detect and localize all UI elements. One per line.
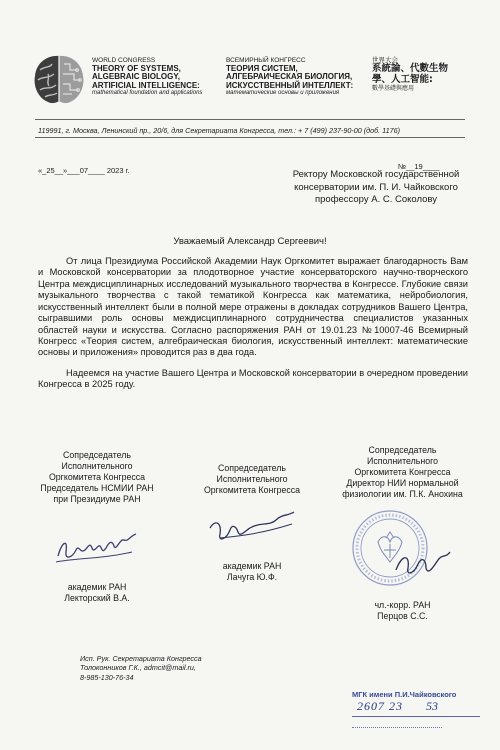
header-english (92, 58, 202, 96)
signatory-title-line: Сопредседатель (368, 445, 437, 455)
signatory-name: Лекторский В.А. (64, 592, 130, 603)
stamp-org: МГК имени П.И.Чайковского (352, 690, 457, 699)
signatory-title-line: Оргкомитета Конгресса (203, 484, 301, 495)
signatory-rank: академик РАН (222, 561, 282, 571)
signatory-title-line: Сопредседатель (63, 450, 131, 460)
recipient-line: Ректору Московской государственной (292, 169, 460, 180)
brain-logo-icon (30, 52, 88, 110)
header-ru-line3: АЛГЕБРАИЧЕСКАЯ БИОЛОГИЯ, (226, 72, 353, 82)
stamp-dotted-line (352, 721, 442, 728)
header-en-line2: THEORY OF SYSTEMS, (92, 63, 181, 73)
signatory-rank: академик РАН (67, 582, 127, 592)
body-paragraph: От лица Президиума Российской Академии Наук Оргкомитет выражает благодарность Вам и Московской консерватории за плодотворное участие консерваторского научно-творческого Центра междисциплинарных исследований музыкального творчества в Конгрессе. Глубокие связи музыкального творчества с такой тематикой Конгресса как математика, нейробиология, искусственный интеллект были в полной мере отражены в докладах сотрудников Вашего Центра, сыгравшими роль основы междисциплинарного сотрудничества специалистов указанных областей науки и искусства. Согласно распоряжения РАН от 19.01.23 №10007-46 Всемирный Конгресс «Теория систем, алгебраическая биология, искусственный интеллект: математические основы и приложения» проводится раз в два года. (38, 256, 468, 358)
executor-footer (80, 654, 202, 682)
signatory-title-line: Оргкомитета Конгресса (354, 466, 451, 477)
header-ru-line4: ИСКУССТВЕННЫЙ ИНТЕЛЛЕКТ: (226, 80, 354, 90)
signatory-title-line: физиологии им. П.К. Анохина (342, 488, 463, 499)
header-divider-top (35, 119, 465, 120)
signatory-right-title (335, 445, 470, 500)
header-ru-line1: ВСЕМИРНЫЙ КОНГРЕСС (226, 57, 306, 64)
recipient-line: консерватории им. П. И. Чайковского (294, 181, 458, 193)
stamp-date: 2607 23 (357, 699, 403, 713)
header-en-line5: mathematical foundation and applications (92, 89, 203, 96)
signatory-title-line: Председатель НСМИИ РАН (40, 482, 154, 493)
header-en-line4: ARTIFICIAL INTELLIGENCE: (92, 80, 200, 90)
signatory-center-name (192, 561, 312, 583)
footer-line: Толоконников Г.К., admcit@mail.ru, (80, 663, 196, 673)
header-en-line1: WORLD CONGRESS (92, 57, 156, 64)
header-cn-line4: 數學基礎與應用 (372, 84, 415, 92)
header-ru-line2: ТЕОРИЯ СИСТЕМ, (226, 63, 298, 73)
signature-right (392, 548, 454, 582)
header-chinese (372, 57, 448, 92)
letter-date: «_25__»___07____ 2023 г. (38, 166, 130, 175)
footer-line: 8-985-130-76-34 (80, 672, 134, 682)
header-cn-line2: 系統論、代數生物 (372, 62, 449, 74)
signatory-right-name (335, 600, 470, 622)
body-paragraph: Надеемся на участие Вашего Центра и Московской консерватории в очередном проведении Конгресса в 2025 году. (38, 367, 468, 390)
letter-number: №__19____ (398, 162, 440, 171)
signatory-name: Перцов С.С. (377, 610, 428, 621)
signatory-rank: чл.-корр. РАН (374, 600, 431, 610)
registration-stamp (352, 690, 480, 728)
signatory-title-line: Исполнительного (61, 460, 133, 471)
address-line: 119991, г. Москва, Ленинский пр., 20/6, для Секретариата Конгресса, тел.: + 7 (499) 237-90-00 (доб. 1176) (38, 126, 401, 135)
signatory-title-line: Директор НИИ нормальной (346, 477, 459, 488)
signatory-center-title (192, 463, 312, 496)
header-cn-line3: 學、人工智能: (372, 73, 433, 85)
header-en-line3: ALGEBRAIC BIOLOGY, (92, 72, 181, 82)
stamp-number: 53 (426, 699, 438, 713)
signatory-title-line: Исполнительного (367, 455, 438, 466)
signatory-title-line: Оргкомитета Конгресса (48, 471, 146, 482)
signatory-name: Лачуга Ю.Ф. (226, 571, 278, 582)
header-divider-bottom (35, 137, 465, 138)
header-ru-line5: математические основы и приложения (226, 89, 340, 96)
signatory-left-name (38, 582, 156, 604)
header-cn-line1: 世界大会 (372, 56, 398, 64)
recipient-block (286, 169, 466, 207)
recipient-line: профессору А. С. Соколову (314, 194, 438, 206)
stamp-entry-line (352, 699, 480, 717)
letter-body (38, 256, 468, 400)
signature-center (200, 508, 300, 552)
signatory-title-line: Сопредседатель (218, 463, 286, 473)
signatory-left-title (38, 450, 156, 505)
header-russian (226, 58, 353, 96)
signatory-title-line: при Президиуме РАН (53, 493, 141, 504)
signatory-title-line: Исполнительного (216, 473, 288, 484)
signature-left (52, 528, 142, 570)
footer-line: Исп. Рук. Секретариата Конгресса (80, 654, 202, 663)
greeting: Уважаемый Александр Сергеевич! (173, 236, 327, 247)
